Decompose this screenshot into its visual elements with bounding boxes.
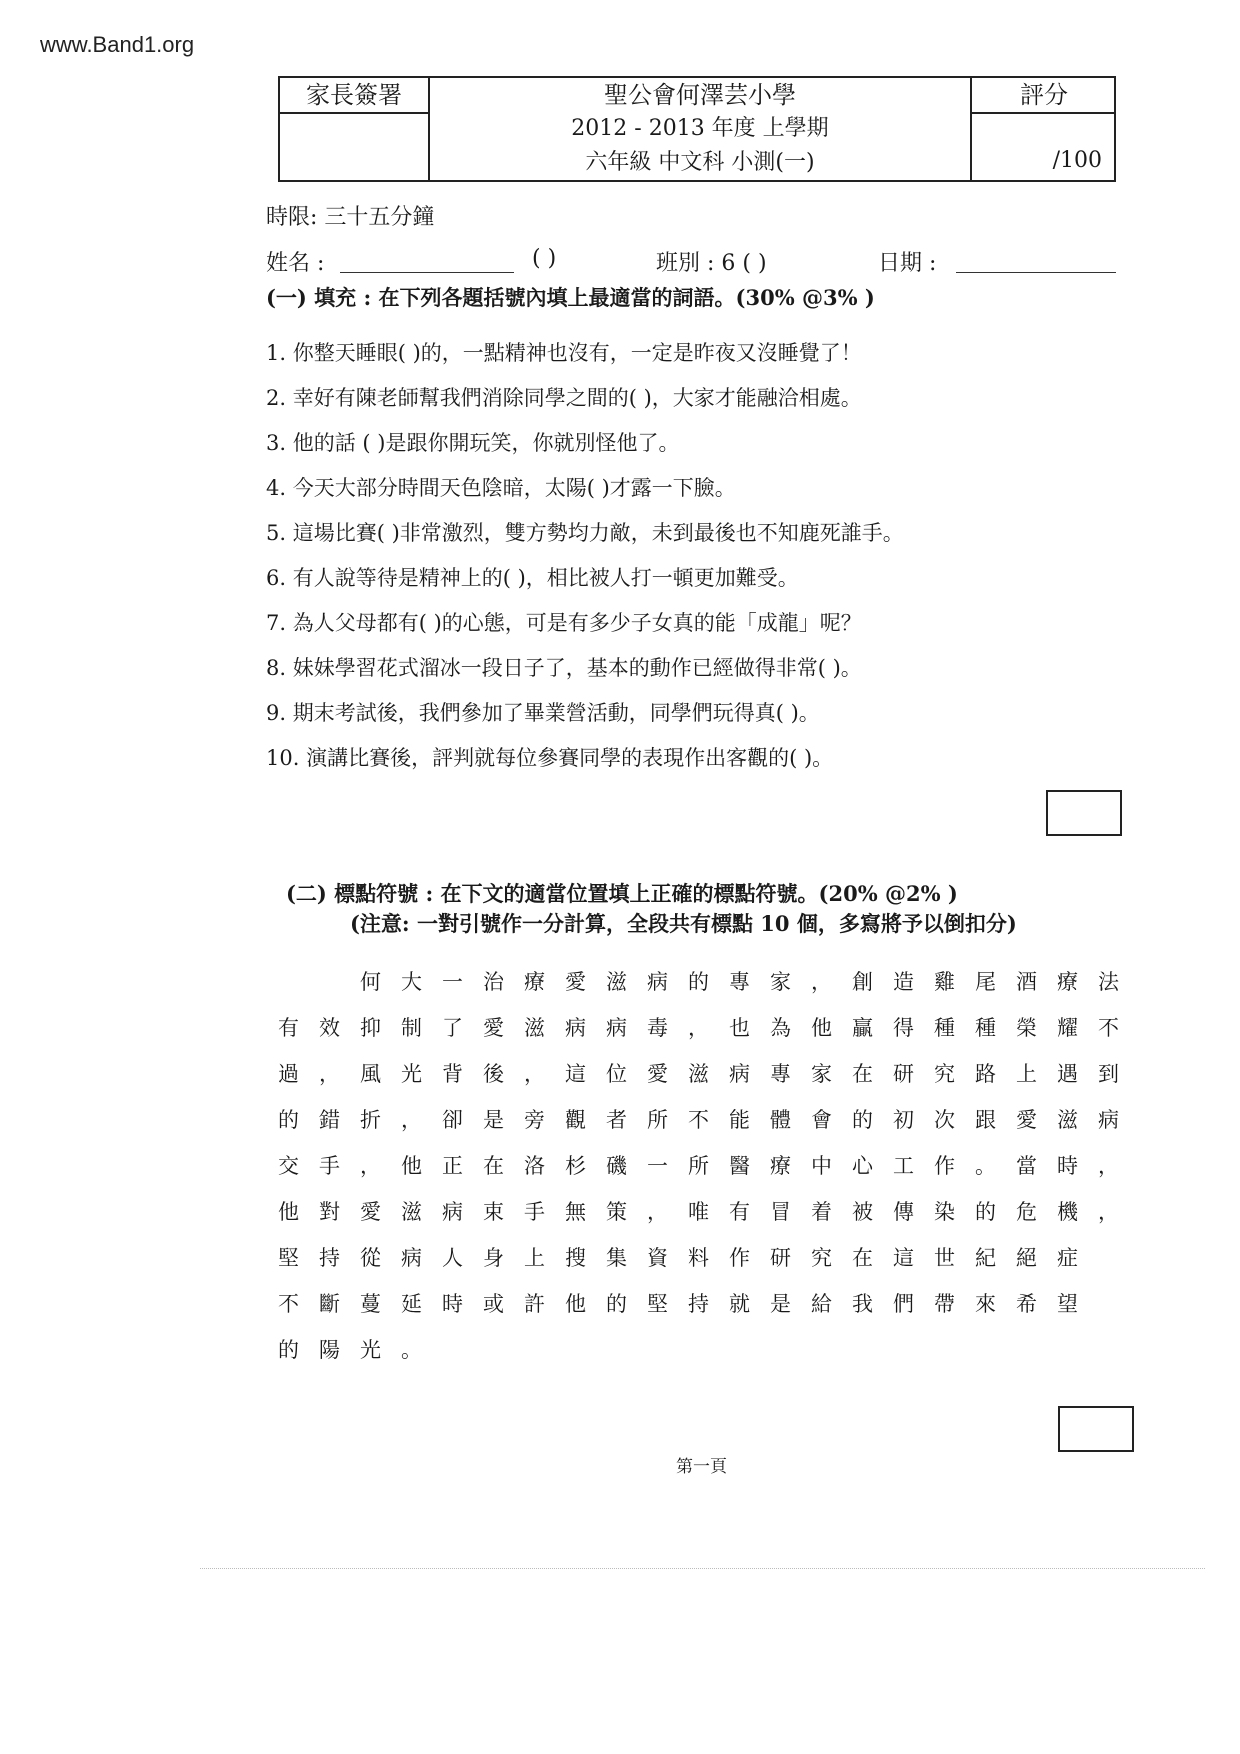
name-label: 姓名 : — [266, 251, 325, 276]
scan-edge-line — [200, 1568, 1205, 1569]
website-watermark: www.Band1.org — [40, 32, 195, 57]
section1-title: (一) 填充 : 在下列各題括號內填上最適當的詞語。(30% @3% ) — [266, 285, 875, 310]
question-8: 8. 妹妹學習花式溜冰一段日子了，基本的動作已經做得非常( )。 — [266, 656, 862, 680]
question-6: 6. 有人說等待是精神上的( )，相比被人打一頓更加難受。 — [266, 566, 799, 590]
parent-sign-label: 家長簽署 — [306, 81, 402, 109]
time-limit: 時限: 三十五分鐘 — [266, 205, 435, 230]
passage-row-2: 有效抑制了愛滋病病毒，也為他贏得種種榮耀不 — [278, 1016, 1139, 1040]
passage-row-3: 過，風光背後，這位愛滋病專家在研究路上遇到 — [278, 1062, 1139, 1086]
question-3: 3. 他的話 ( )是跟你開玩笑，你就別怪他了。 — [266, 431, 680, 455]
school-year: 2012 - 2013 年度 上學期 — [571, 116, 829, 141]
parent-sign-field[interactable] — [280, 114, 428, 180]
passage-row-6: 他對愛滋病束手無策，唯有冒着被傳染的危機， — [278, 1200, 1139, 1224]
question-5: 5. 這場比賽( )非常激烈，雙方勢均力敵，未到最後也不知鹿死誰手。 — [266, 521, 904, 545]
score-total: /100 — [1052, 148, 1102, 173]
passage-row-4: 的錯折，卻是旁觀者所不能體會的初次跟愛滋病 — [278, 1108, 1139, 1132]
question-1: 1. 你整天睡眼( )的，一點精神也沒有，一定是昨夜又沒睡覺了！ — [266, 341, 862, 365]
section2-title: (二) 標點符號 : 在下文的適當位置填上正確的標點符號。(20% @2% ) — [286, 881, 958, 906]
question-2: 2. 幸好有陳老師幫我們消除同學之間的( )，大家才能融洽相處。 — [266, 386, 862, 410]
test-title: 六年級 中文科 小測(一) — [585, 150, 815, 175]
question-10: 10. 演講比賽後，評判就每位參賽同學的表現作出客觀的( )。 — [266, 746, 834, 770]
section2-note: (注意: 一對引號作一分計算，全段共有標點 10 個，多寫將予以倒扣分) — [350, 911, 1017, 936]
page-number: 第一頁 — [676, 1457, 727, 1477]
passage-row-5: 交手，他正在洛杉磯一所醫療中心工作。當時， — [278, 1154, 1139, 1178]
name-field[interactable] — [340, 248, 514, 273]
passage-row-7: 堅持從病人身上搜集資料作研究在這世紀絕症 — [278, 1246, 1098, 1270]
school-name: 聖公會何澤芸小學 — [604, 81, 796, 109]
number-parens: ( ) — [532, 246, 557, 271]
section1-score-box[interactable] — [1046, 790, 1122, 836]
question-9: 9. 期末考試後，我們參加了畢業營活動，同學們玩得真( )。 — [266, 701, 820, 725]
passage-row-1: 何大一治療愛滋病的專家，創造雞尾酒療法 — [278, 970, 1139, 994]
date-label: 日期 : — [878, 251, 937, 276]
score-label: 評分 — [1020, 81, 1068, 109]
section2-score-box[interactable] — [1058, 1406, 1134, 1452]
passage-row-9: 的陽光。 — [278, 1338, 442, 1362]
passage-row-8: 不斷蔓延時或許他的堅持就是給我們帶來希望 — [278, 1292, 1098, 1316]
header-table — [278, 76, 1116, 182]
date-field[interactable] — [956, 248, 1116, 273]
question-7: 7. 為人父母都有( )的心態，可是有多少子女真的能「成龍」呢？ — [266, 611, 862, 635]
class-label: 班別 : 6 ( ) — [656, 251, 767, 276]
question-4: 4. 今天大部分時間天色陰暗，太陽( )才露一下臉。 — [266, 476, 736, 500]
